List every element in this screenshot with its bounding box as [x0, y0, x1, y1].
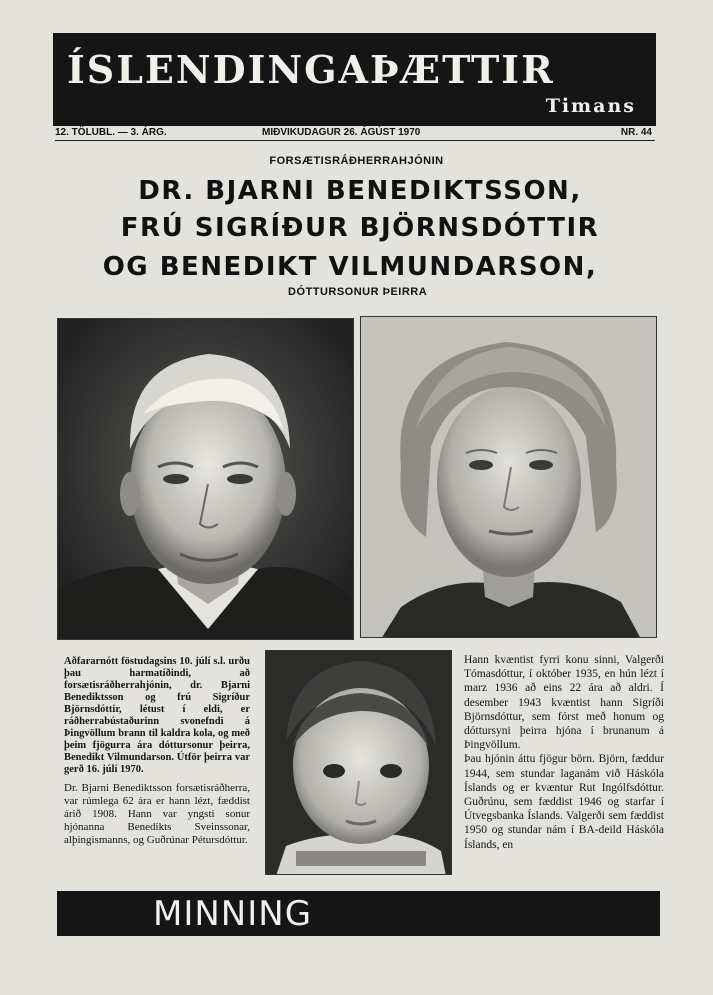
- portrait-woman-image: [361, 317, 657, 638]
- photo-bjarni: [57, 318, 354, 640]
- masthead-subtitle: Timans: [545, 95, 636, 117]
- portrait-man-image: [58, 319, 354, 640]
- portrait-child-image: [266, 651, 452, 875]
- article-lead-paragraph: Aðfararnótt föstudagsins 10. júlí s.l. urðu þau harmatíðindi, að forsætisráðherrahjónin, dr. Bjarni Benediktsson og frú Sigríður Björnsdóttir, létust í eldi, er ráðherrabústaðurinn svonefndi á Þingvöllum brann til kaldra kola, og með þeim fjögurra ára dóttursonur þeirra, Benedikt Vilmundarson. Útför þeirra var gerð 16. júlí 1970.: [64, 656, 250, 775]
- article-subkicker: DÓTTURSONUR ÞEIRRA: [288, 286, 428, 298]
- issue-bar: [55, 127, 655, 141]
- article-column-left: [64, 656, 250, 847]
- headline-line-2: FRÚ SIGRÍÐUR BJÖRNSDÓTTIR: [120, 213, 600, 243]
- issue-date: MIÐVIKUDAGUR 26. ÁGÚST 1970: [262, 127, 421, 138]
- photo-benedikt: [265, 650, 452, 875]
- article-kicker: FORSÆTISRÁÐHERRAHJÓNIN: [269, 155, 444, 167]
- article-right-paragraph-1: Hann kvæntist fyrri konu sinni, Valgerði Tómasdóttur, í október 1935, en hún lézt í marz 1936 að eins 22 ára að aldri. Í desember 1943 kvæntist hann Sigríði Björnsdóttur, sem fórst með honum og dóttursyni þeirra hjóna í brunanum á Þingvöllum.: [464, 654, 664, 752]
- masthead-title: ÍSLENDINGAÞÆTTIR: [67, 47, 555, 92]
- minning-banner: [57, 891, 660, 936]
- minning-label: MINNING: [153, 894, 313, 934]
- article-right-paragraph-2: Þau hjónin áttu fjögur börn. Björn, fæddur 1944, sem stundar laganám við Háskóla Íslands og er kvæntur Rut Ingólfsdóttur. Guðrúnu, sem fæddist 1946 og starfar í Útvegsbanka Íslands. Valgerði sem fæddist 1950 og stundar nám í BA-deild Háskóla Íslands, en: [464, 753, 664, 851]
- issue-number: NR. 44: [620, 127, 652, 138]
- issue-volume: 12. TÖLUBL. — 3. ÁRG.: [55, 127, 167, 138]
- article-body-paragraph: Dr. Bjarni Benediktsson forsætisráðherra, var rúmlega 62 ára er hann lézt, fæddist árið 1908. Hann var yngsti sonur hjónanna Benedikts Sveinssonar, alþingismanns, og Guðrúnar Pétursdóttur.: [64, 782, 250, 846]
- article-column-right: [464, 653, 664, 852]
- headline-line-1: DR. BJARNI BENEDIKTSSON,: [138, 176, 582, 206]
- masthead: [53, 33, 656, 126]
- photo-sigridur: [360, 316, 657, 638]
- headline-line-3: OG BENEDIKT VILMUNDARSON,: [102, 252, 598, 282]
